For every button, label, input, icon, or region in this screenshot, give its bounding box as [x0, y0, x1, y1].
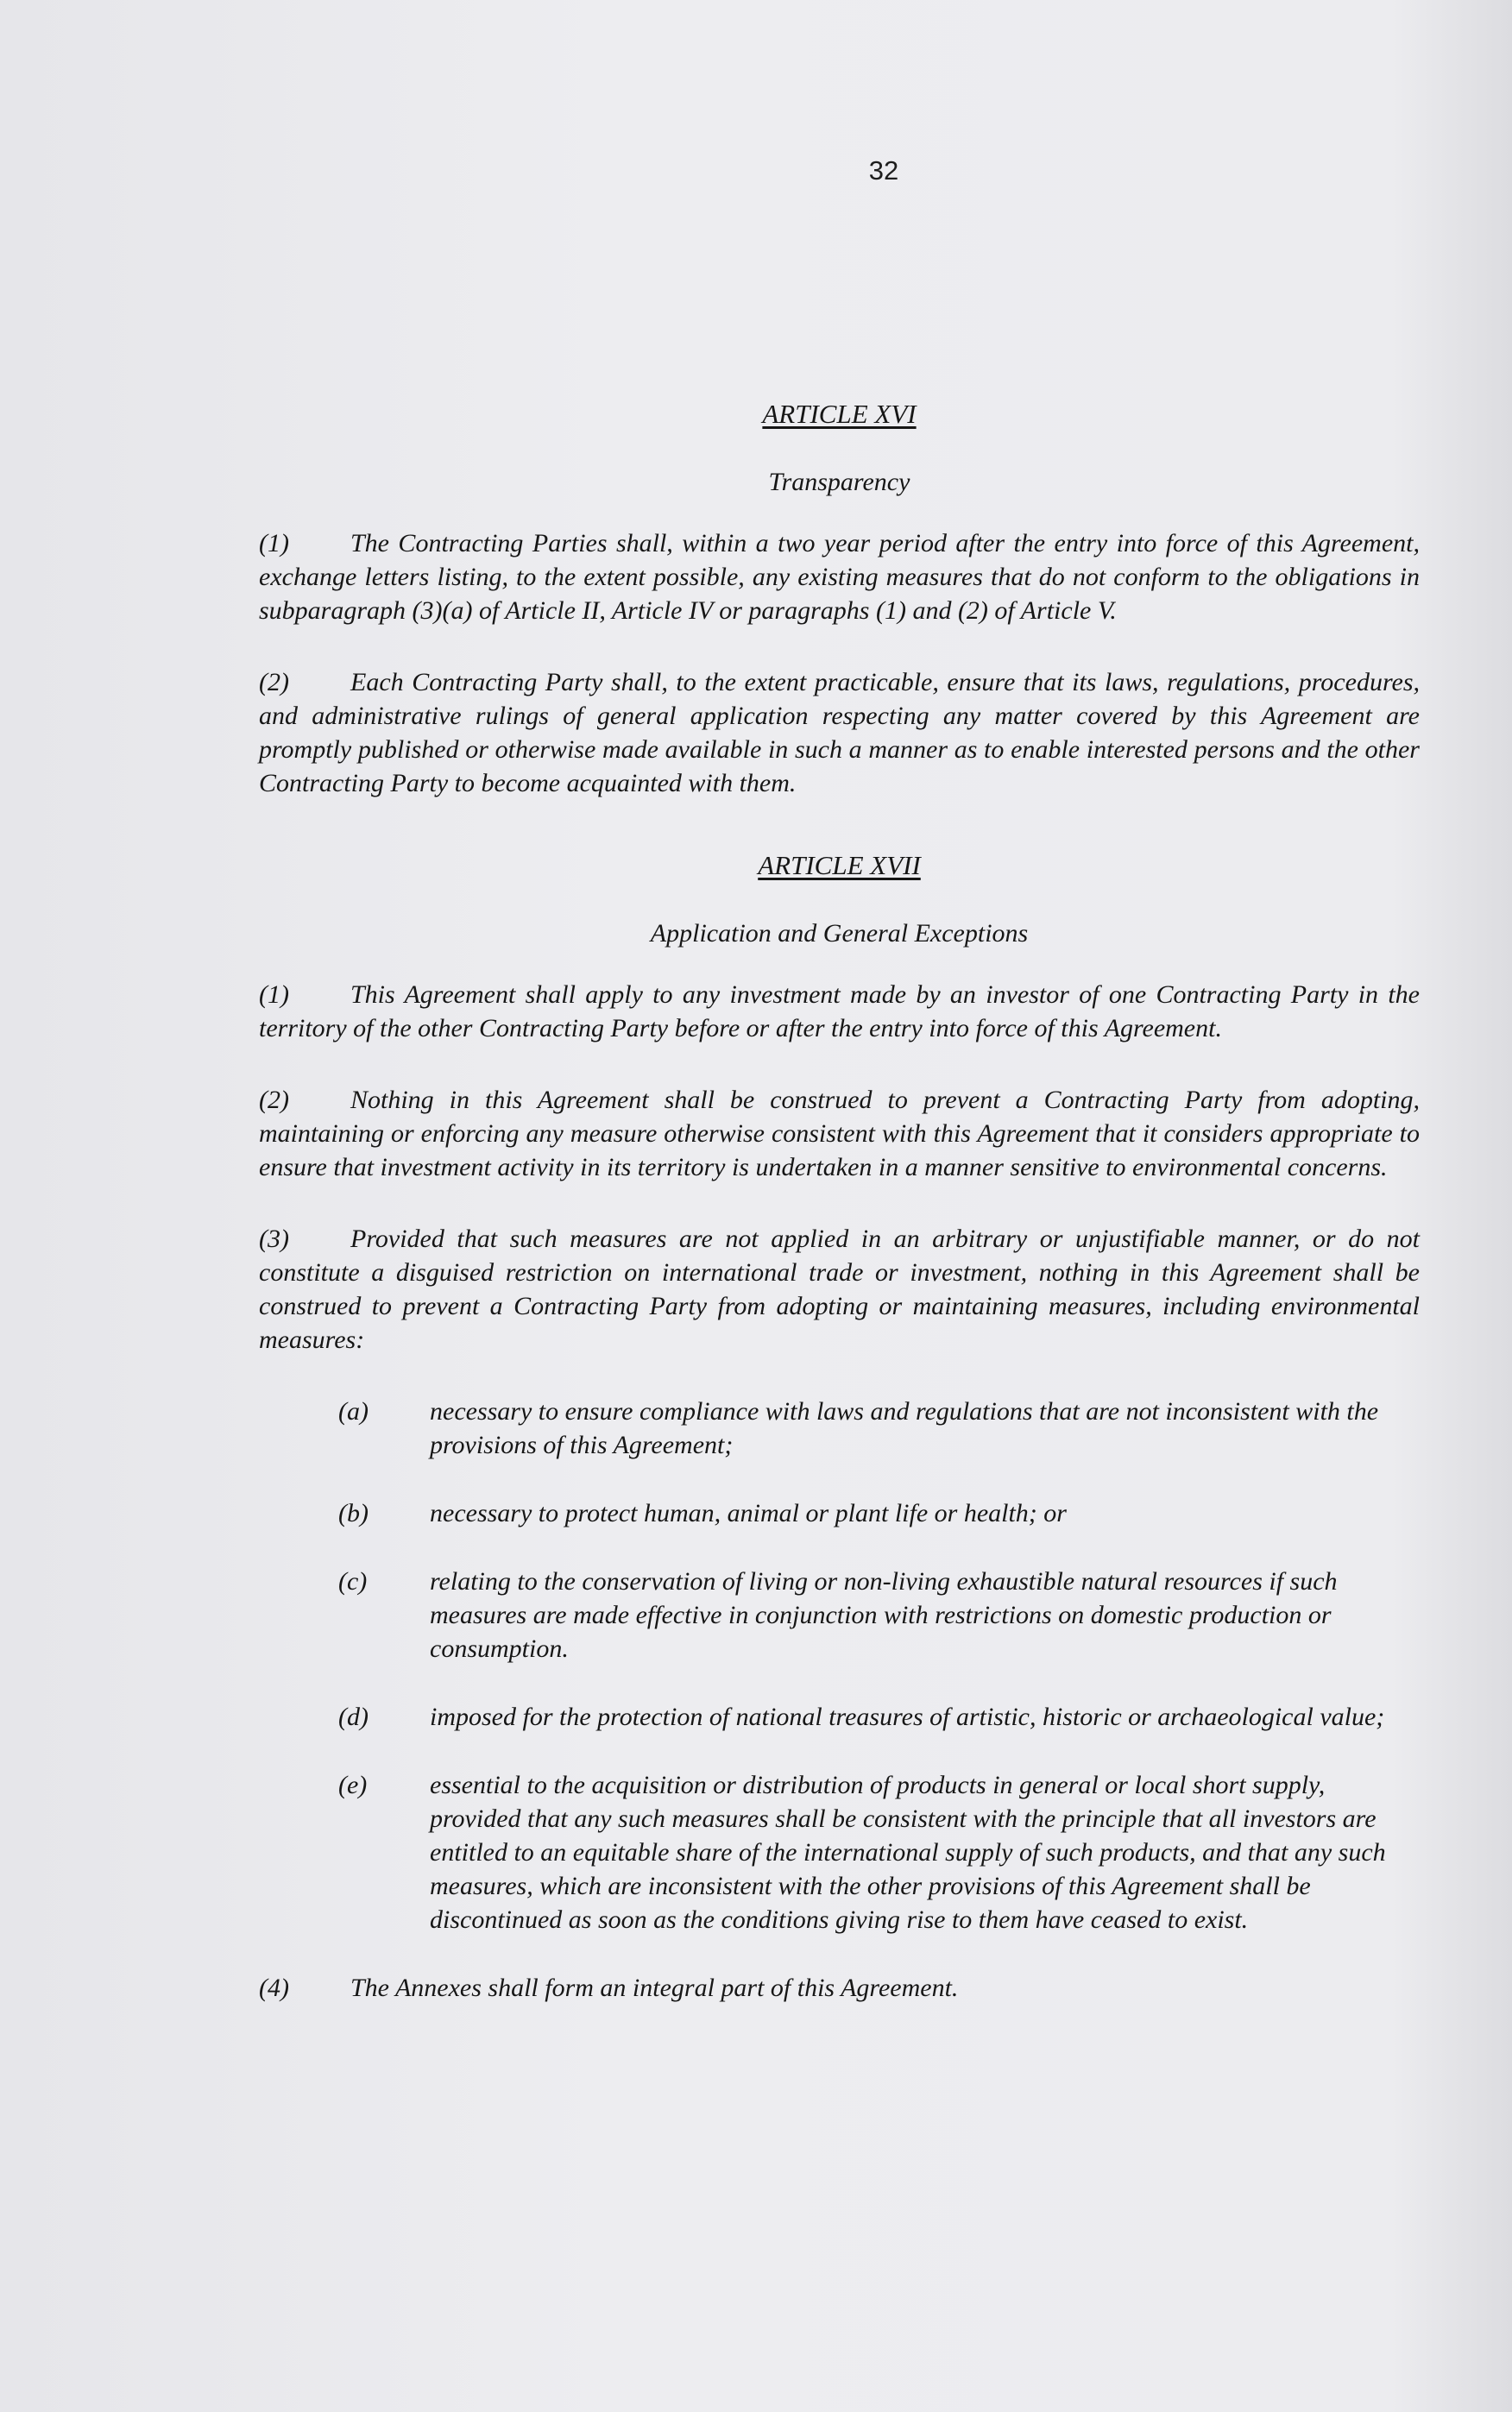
- article-xvii-subheading: Application and General Exceptions: [650, 919, 1029, 948]
- article-xvi-subheading: Transparency: [768, 468, 910, 496]
- article-xvii: [259, 848, 1420, 2005]
- paragraph-number: (2): [259, 1086, 289, 1114]
- list-item-label: (a): [338, 1397, 369, 1426]
- paragraph-text: Nothing in this Agreement shall be construed to prevent a Contracting Party from adopting, maintaining or enforcing any measure otherwise consistent with this Agreement that it considers appropriate to ensure that investment activity in its territory is undertaken in a manner sensitive to environmental concerns.: [259, 1086, 1420, 1181]
- article-xvi-heading: ARTICLE XVI: [762, 399, 917, 429]
- article-xvii-paragraph-1: [259, 978, 1420, 1045]
- article-xvii-paragraph-4: [259, 1971, 1420, 2005]
- page-number: 32: [868, 155, 899, 186]
- paragraph-number: (1): [259, 529, 289, 557]
- paragraph-text: The Contracting Parties shall, within a two year period after the entry into force of this Agreement, exchange letters listing, to the extent possible, any existing measures that do not conform to the obligations in subparagraph (3)(a) of Article II, Article IV or paragraphs (1) and (2) of Article V.: [259, 529, 1420, 625]
- list-item: [338, 1496, 1420, 1530]
- list-item-text: essential to the acquisition or distribution of products in general or local short supply, provided that any such measures shall be consistent with the principle that all investors are entitled to an equitable share of the international supply of such products, and that any such measures, which are inconsistent with the other provisions of this Agreement shall be discontinued as soon as the conditions giving rise to them have ceased to exist.: [430, 1771, 1386, 1934]
- list-item: [338, 1395, 1420, 1462]
- article-xvii-paragraph-3: [259, 1222, 1420, 1357]
- list-item: [338, 1700, 1420, 1734]
- list-item: [338, 1768, 1420, 1937]
- list-item-text: necessary to ensure compliance with laws and regulations that are not inconsistent with the provisions of this Agreement;: [430, 1397, 1379, 1459]
- exceptions-list: [338, 1395, 1420, 1937]
- paragraph-number: (3): [259, 1225, 289, 1253]
- article-xvii-heading: ARTICLE XVII: [758, 850, 921, 880]
- paragraph-text: Each Contracting Party shall, to the extent practicable, ensure that its laws, regulations, procedures, and administrative rulings of general application respecting any matter covered by this Agreement are promptly published or otherwise made available in such a manner as to enable interested persons and the other Contracting Party to become acquainted with them.: [259, 668, 1420, 797]
- article-xvi: [259, 397, 1420, 800]
- article-xvi-paragraph-2: [259, 665, 1420, 800]
- list-item-text: imposed for the protection of national treasures of artistic, historic or archaeological value;: [430, 1703, 1385, 1731]
- paragraph-text: This Agreement shall apply to any investment made by an investor of one Contracting Party in the territory of the other Contracting Party before or after the entry into force of this Agreement.: [259, 980, 1420, 1042]
- paragraph-number: (4): [259, 1974, 289, 2002]
- article-xvii-paragraph-2: [259, 1083, 1420, 1184]
- paragraph-number: (1): [259, 980, 289, 1009]
- list-item-label: (d): [338, 1703, 369, 1731]
- list-item-text: necessary to protect human, animal or plant life or health; or: [430, 1499, 1067, 1527]
- paragraph-text: Provided that such measures are not applied in an arbitrary or unjustifiable manner, or do not constitute a disguised restriction on international trade or investment, nothing in this Agreement shall be construed to prevent a Contracting Party from adopting or maintaining measures, including environmental measures:: [259, 1225, 1420, 1354]
- document-body: [259, 397, 1420, 2043]
- list-item-label: (e): [338, 1771, 368, 1799]
- list-item: [338, 1565, 1420, 1666]
- list-item-label: (b): [338, 1499, 369, 1527]
- paragraph-text: The Annexes shall form an integral part of this Agreement.: [350, 1974, 959, 2002]
- paragraph-number: (2): [259, 668, 289, 696]
- list-item-text: relating to the conservation of living or non-living exhaustible natural resources if such measures are made effective in conjunction with restrictions on domestic production or consumption.: [430, 1567, 1338, 1663]
- article-xvi-paragraph-1: [259, 526, 1420, 627]
- list-item-label: (c): [338, 1567, 368, 1596]
